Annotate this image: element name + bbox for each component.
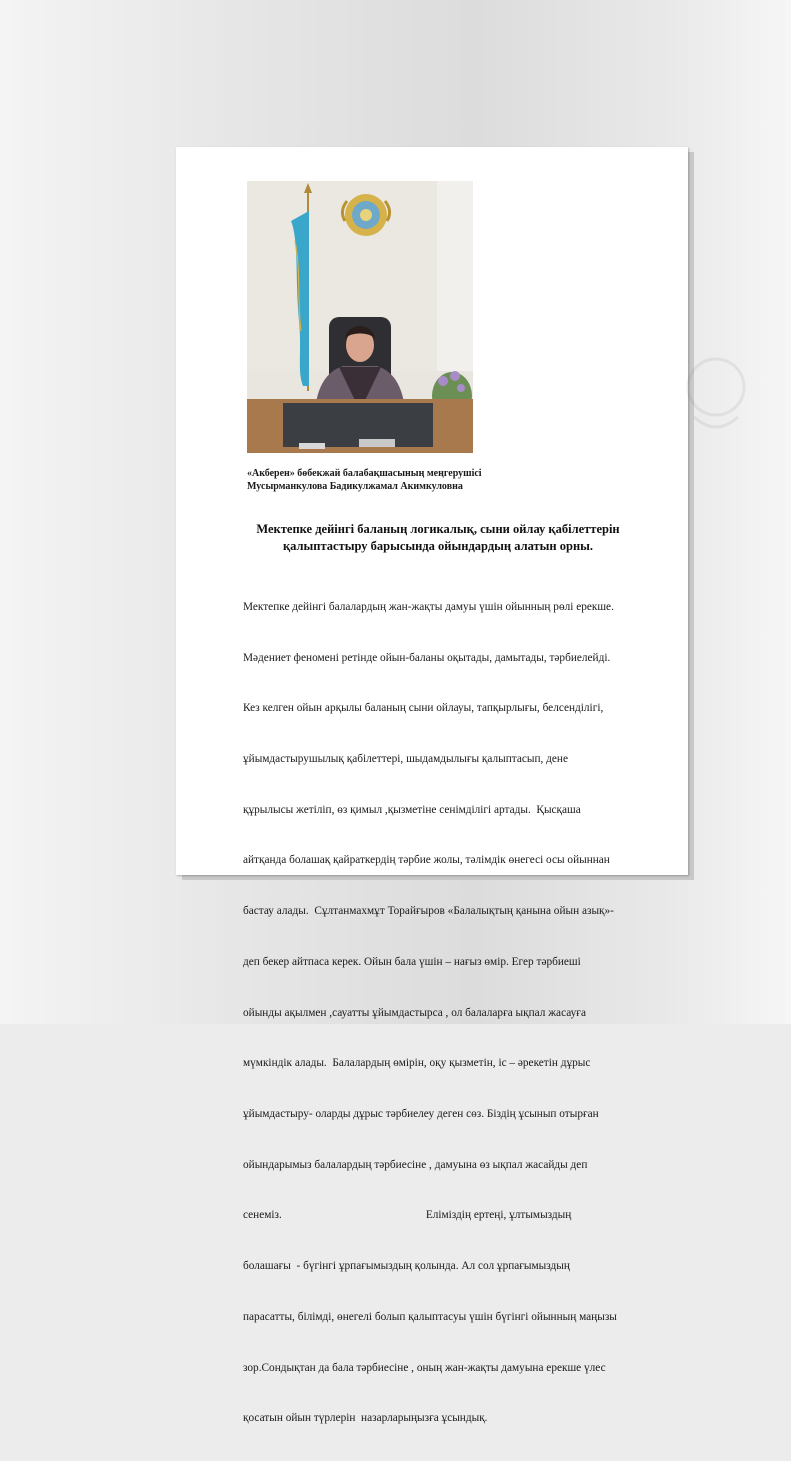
body-line: ұйымдастыру- оларды дұрыс тәрбиелеу деген сөз. Біздің ұсынып отырған: [243, 1108, 599, 1120]
bleed-through-mark: [676, 347, 756, 437]
body-line: зор.Сондықтан да бала тәрбиесіне , оның жан-жақты дамуына ерекше үлес: [243, 1361, 606, 1374]
body-line: Кез келген ойын арқылы баланың сыни ойлауы, тапқырлығы, белсенділігі,: [243, 702, 604, 715]
body-line: ұйымдастырушылық қабілеттері, шыдамдылығы қалыптасып, дене: [243, 752, 568, 765]
caption-line: Мусырманкулова Бадикулжамал Акимкуловна: [247, 481, 463, 492]
document-page: [176, 147, 688, 1425]
body-line: ойындарымыз балалардың тәрбиесіне , дамуына өз ықпал жасайды деп: [243, 1158, 588, 1171]
body-line: қосатын ойын түрлерін назарларыңызға ұсындық.: [243, 1412, 488, 1425]
portrait-photo: [247, 181, 473, 453]
body-line: болашағы - бүгінгі ұрпағымыздың қолында. Ал сол ұрпағымыздың: [243, 1260, 570, 1273]
body-line: ойынды ақылмен ,сауатты ұйымдастырса , ол балаларға ықпал жасауға: [243, 1006, 586, 1019]
body-line: бастау алады. Сұлтанмахмұт Торайғыров «Балалықтың қанына ойын азық»-: [243, 905, 614, 918]
caption-line: «Акберен» бөбекжай балабақшасының меңгерушісі: [247, 468, 482, 479]
heading-line: қалыптастыру барысында ойындардың алатын орны.: [282, 539, 594, 553]
body-line: Мектепке дейінгі балалардың жан-жақты дамуы үшін ойынның рөлі ерекше.: [243, 600, 614, 613]
photo-caption: [247, 467, 547, 493]
body-line: мүмкіндік алады. Балалардың өмірін, оқу қызметін, іс – әрекетін дұрыс: [243, 1057, 591, 1070]
body-line: Мәдениет феномені ретінде ойын-баланы оқытады, дамытады, тәрбиелейді.: [243, 651, 611, 664]
body-line: айтқанда болашақ қайраткердің тәрбие жолы, тәлімдік өнегесі осы ойыннан: [243, 854, 610, 867]
body-line: құрылысы жетіліп, өз қимыл ,қызметіне сенімділігі артады. Қысқаша: [243, 803, 581, 816]
body-line: деп бекер айтпаса керек. Ойын бала үшін – нағыз өмір. Егер тәрбиеші: [243, 955, 581, 968]
article-body: [243, 565, 643, 1425]
heading-line: Мектепке дейінгі баланың логикалық, сыни ойлау қабілеттерін: [256, 522, 620, 536]
article-heading: [238, 521, 638, 555]
body-line: сенеміз. Еліміздің ертеңі, ұлтымыздың: [243, 1209, 572, 1222]
body-line: парасатты, білімді, өнегелі болып қалыптасуы үшін бүгінгі ойынның маңызы: [243, 1310, 617, 1323]
